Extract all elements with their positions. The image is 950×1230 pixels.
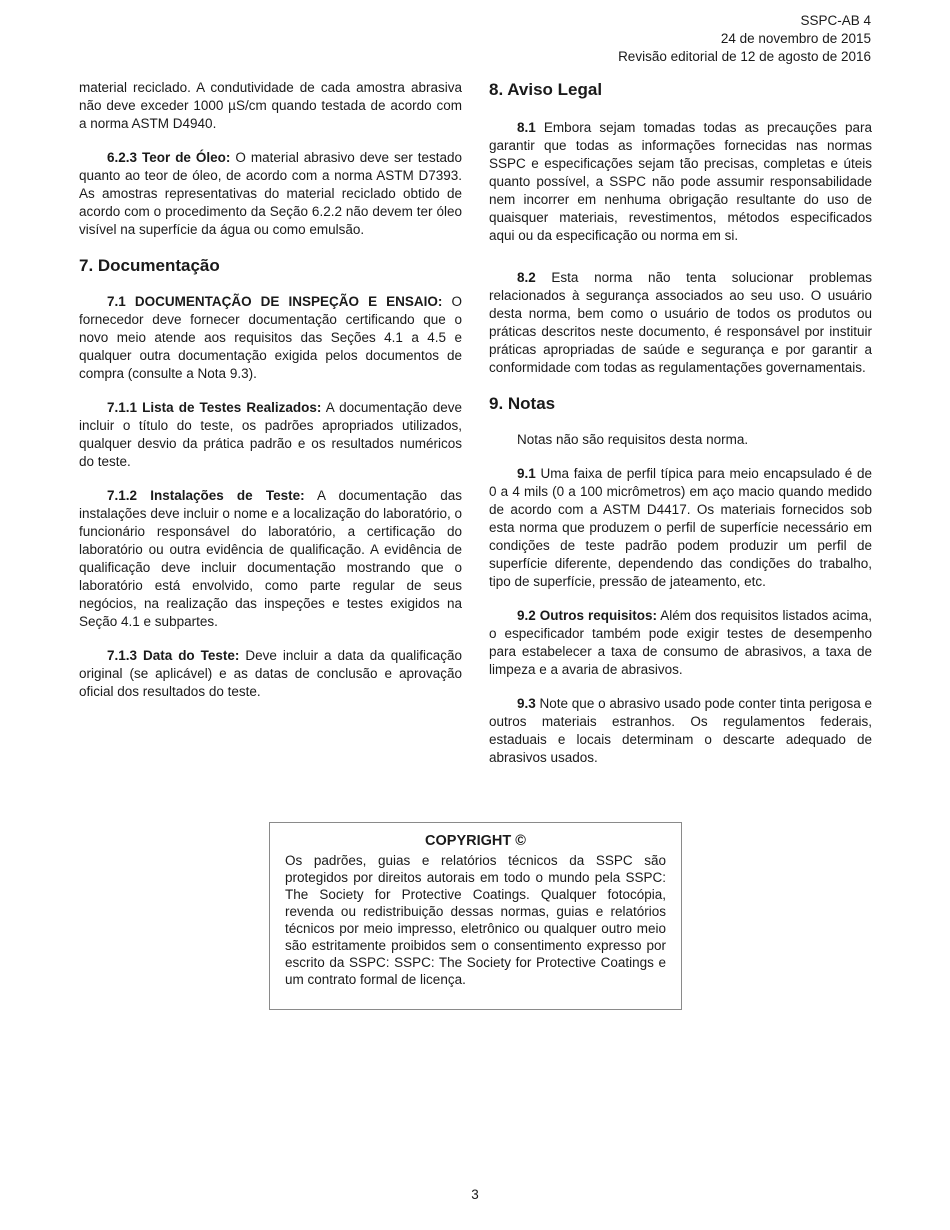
paragraph-7-1-1 xyxy=(79,399,462,471)
left-column xyxy=(79,79,462,717)
section-label-7-1-2: 7.1.2 Instalações de Teste: xyxy=(107,488,305,503)
heading-documentation: 7. Documentação xyxy=(79,256,220,275)
section-label-6-2-3: 6.2.3 Teor de Óleo: xyxy=(107,150,231,165)
section-text-9-2: Além dos requisitos listados acima, o especificador também pode exigir testes de desempenho para estabelecer a taxa de consumo de abrasivos, a taxa de limpeza e a avaria de abrasivos. xyxy=(489,608,872,677)
paragraph-9-3 xyxy=(489,695,872,767)
section-label-7-1-3: 7.1.3 Data do Teste: xyxy=(107,648,240,663)
page-number: 3 xyxy=(471,1187,479,1202)
document-id: SSPC-AB 4 xyxy=(800,13,871,28)
paragraph-9-2 xyxy=(489,607,872,679)
section-text-7-1: O fornecedor deve fornecer documentação certificando que o novo meio atende aos requisitos das Seções 4.1 a 4.5 e qualquer outra documentação exigida pelos documentos de compra (consulte a Nota 9.3). xyxy=(79,294,462,381)
page-header xyxy=(618,12,871,66)
copyright-box xyxy=(269,822,682,1010)
paragraph-8-2 xyxy=(489,269,872,377)
paragraph-notes-intro: Notas não são requisitos desta norma. xyxy=(517,432,749,447)
document-revision: Revisão editorial de 12 de agosto de 2016 xyxy=(618,49,871,64)
heading-notes: 9. Notas xyxy=(489,394,556,413)
section-label-7-1: 7.1 DOCUMENTAÇÃO DE INSPEÇÃO E ENSAIO: xyxy=(107,294,443,309)
paragraph-7-1-2 xyxy=(79,487,462,631)
section-label-9-3: 9.3 xyxy=(517,696,536,711)
copyright-title: COPYRIGHT © xyxy=(425,833,526,849)
paragraph-7-1 xyxy=(79,293,462,383)
spacer xyxy=(489,261,872,269)
section-text-7-1-2: A documentação das instalações deve incluir o nome e a localização do laboratório, o funcionário responsável do laboratório, a certificação do laboratório ou outra evidência de qualificação. A evidência de qualificação deve incluir documentação mostrando que o laboratório está envolvido, como parte regular de seus negócios, na realização das inspeções e testes exigidos na Seção 4.1 e subpartes. xyxy=(79,488,463,629)
section-text-9-1: Uma faixa de perfil típica para meio encapsulado é de 0 a 4 mils (0 a 100 micrômetros) em aço macio quando medido de acordo com a ASTM D4417. Os materiais fornecidos sob esta norma que produzem o perfil de superfície necessário em condições de teste padrão podem produzir um perfil de superfície diferente, dependendo das condições do trabalho, tipo de superfície, pressão de jateamento, etc. xyxy=(489,466,872,589)
section-label-8-1: 8.1 xyxy=(517,120,536,135)
section-text-7-1-3: Deve incluir a data da qualificação original (se aplicável) e as datas de conclusão e aprovação oficial dos resultados do teste. xyxy=(79,648,462,699)
document-date: 24 de novembro de 2015 xyxy=(720,31,871,46)
paragraph-7-1-3 xyxy=(79,647,462,701)
section-label-8-2: 8.2 xyxy=(517,270,536,285)
copyright-text: Os padrões, guias e relatórios técnicos da SSPC são protegidos por direitos autorais em todo o mundo pela SSPC: The Society for Protective Coatings. Qualquer fotocópia, revenda ou redistribuição dessas normas, guias e relatórios técnicos por meio impresso, eletrônico ou qualquer outro meio são estritamente proibidos sem o consentimento expresso por escrito da SSPC: SSPC: The Society for Protective Coatings e um contrato formal de licença. xyxy=(285,853,666,987)
section-text-7-1-1: A documentação deve incluir o título do teste, os padrões apropriados utilizados, qualquer desvio da prática padrão e os resultados numéricos do teste. xyxy=(79,400,462,469)
section-text-8-1: Embora sejam tomadas todas as precauções para garantir que todas as informações fornecidas nas normas SSPC e especificações sejam tão precisas, completas e úteis quanto possível, a SSPC não pode assumir responsabilidade nem incorrer em nenhuma obrigação resultante do uso de quaisquer materiais, revestimentos, métodos especificados aqui ou da especificação ou norma em si. xyxy=(489,120,872,243)
right-column xyxy=(489,79,872,783)
paragraph-8-1 xyxy=(489,119,872,245)
heading-legal-notice: 8. Aviso Legal xyxy=(489,80,603,99)
section-text-9-3: Note que o abrasivo usado pode conter tinta perigosa e outros materiais estranhos. Os regulamentos federais, estaduais e locais determinam o descarte adequado de abrasivos usados. xyxy=(489,696,873,765)
section-label-9-1: 9.1 xyxy=(517,466,536,481)
section-text-6-2-3: O material abrasivo deve ser testado quanto ao teor de óleo, de acordo com a norma ASTM D7393. As amostras representativas do material reciclado obtido de acordo com o procedimento da Seção 6.2.2 não devem ter óleo visível na superfície da água ou como emulsão. xyxy=(79,150,462,237)
paragraph-6-2-3 xyxy=(79,149,462,239)
section-text-8-2: Esta norma não tenta solucionar problemas relacionados à segurança associados ao seu uso. O usuário desta norma, bem como o usuário de todos os produtos ou práticas descritos neste documento, é responsável por instituir práticas apropriadas de saúde e segurança e por garantir a conformidade com todas as regulamentações governamentais. xyxy=(489,270,872,375)
section-label-7-1-1: 7.1.1 Lista de Testes Realizados: xyxy=(107,400,322,415)
paragraph-continuation: material reciclado. A condutividade de cada amostra abrasiva não deve exceder 1000 µS/cm quando testada de acordo com a norma ASTM D4940. xyxy=(79,80,462,131)
section-label-9-2: 9.2 Outros requisitos: xyxy=(517,608,657,623)
paragraph-9-1 xyxy=(489,465,872,591)
